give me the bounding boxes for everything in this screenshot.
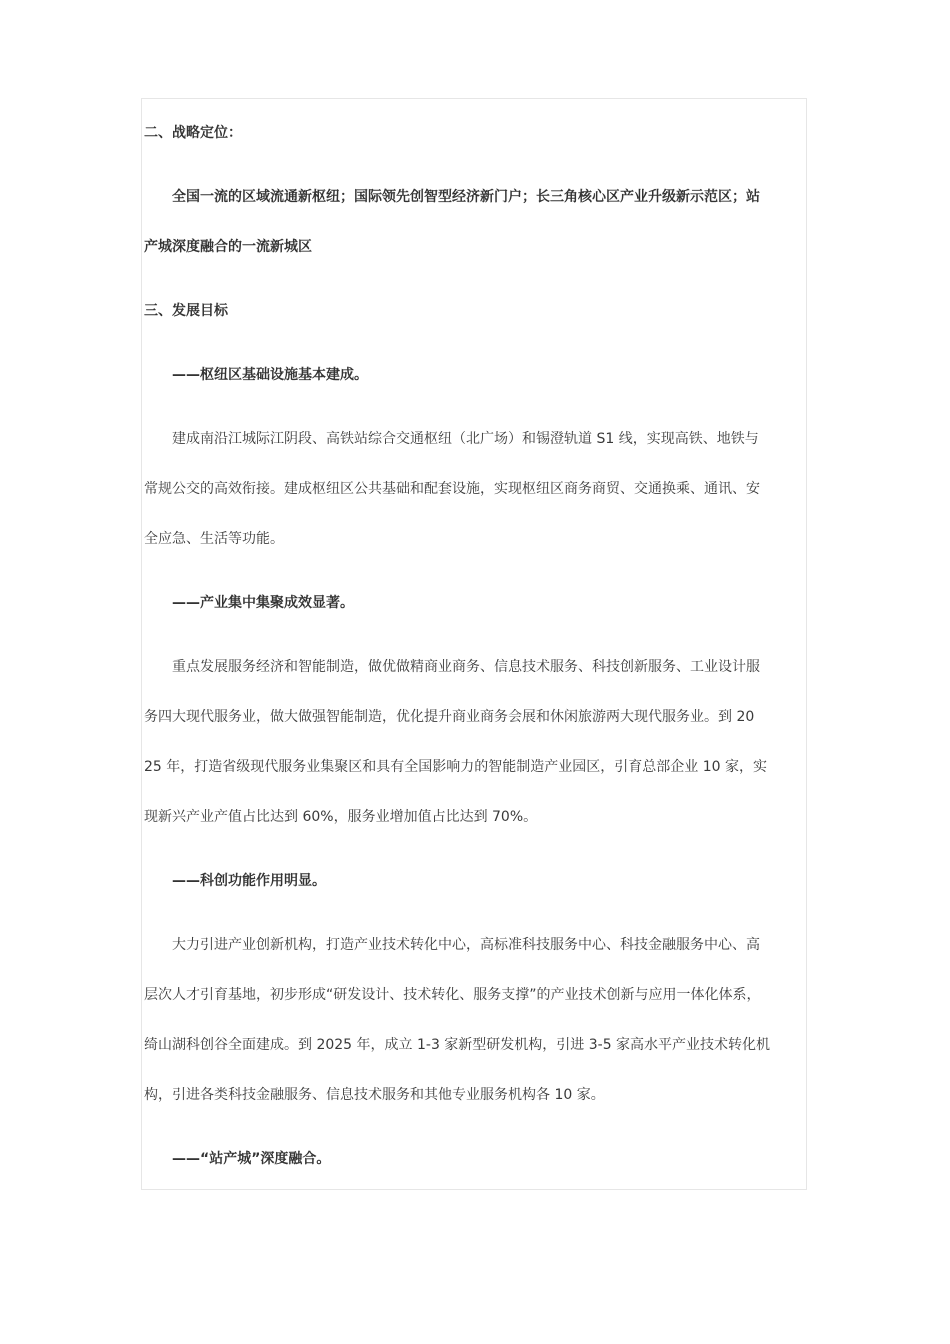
goal-title: ——科创功能作用明显。 bbox=[172, 873, 326, 889]
document-content bbox=[144, 108, 808, 1184]
paragraph-line: 务四大现代服务业，做大做强智能制造，优化提升商业商务会展和休闲旅游两大现代服务业。到 20 bbox=[144, 709, 755, 725]
goal-title: ——“站产城”深度融合。 bbox=[172, 1151, 331, 1167]
section-heading-goals: 三、发展目标 bbox=[144, 303, 228, 319]
paragraph-line: 产城深度融合的一流新城区 bbox=[144, 239, 312, 255]
positioning-paragraph bbox=[144, 172, 808, 272]
paragraph-line: 重点发展服务经济和智能制造，做优做精商业商务、信息技术服务、科技创新服务、工业设计服 bbox=[172, 659, 760, 675]
paragraph-line: 绮山湖科创谷全面建成。到 2025 年，成立 1-3 家新型研发机构，引进 3-5 家高水平产业技术转化机 bbox=[144, 1037, 771, 1053]
goal-title: ——产业集中集聚成效显著。 bbox=[172, 595, 354, 611]
section-heading-positioning: 二、战略定位： bbox=[144, 125, 242, 141]
paragraph-line: 现新兴产业产值占比达到 60%，服务业增加值占比达到 70%。 bbox=[144, 809, 538, 825]
paragraph-line: 构，引进各类科技金融服务、信息技术服务和其他专业服务机构各 10 家。 bbox=[144, 1087, 605, 1103]
goal-paragraph bbox=[144, 414, 808, 564]
paragraph-line: 建成南沿江城际江阴段、高铁站综合交通枢纽（北广场）和锡澄轨道 S1 线，实现高铁、地铁与 bbox=[172, 431, 759, 447]
paragraph-line: 全国一流的区域流通新枢纽；国际领先创智型经济新门户；长三角核心区产业升级新示范区；站 bbox=[172, 189, 760, 205]
paragraph-line: 全应急、生活等功能。 bbox=[144, 531, 284, 547]
paragraph-line: 25 年，打造省级现代服务业集聚区和具有全国影响力的智能制造产业园区，引育总部企业 10 家，实 bbox=[144, 759, 767, 775]
paragraph-line: 层次人才引育基地，初步形成“研发设计、技术转化、服务支撑”的产业技术创新与应用一体化体系， bbox=[144, 987, 761, 1003]
paragraph-line: 常规公交的高效衔接。建成枢纽区公共基础和配套设施，实现枢纽区商务商贸、交通换乘、通讯、安 bbox=[144, 481, 760, 497]
goal-paragraph bbox=[144, 642, 808, 842]
goal-title: ——枢纽区基础设施基本建成。 bbox=[172, 367, 368, 383]
goal-paragraph bbox=[144, 920, 808, 1120]
paragraph-line: 大力引进产业创新机构，打造产业技术转化中心，高标准科技服务中心、科技金融服务中心、高 bbox=[172, 937, 760, 953]
